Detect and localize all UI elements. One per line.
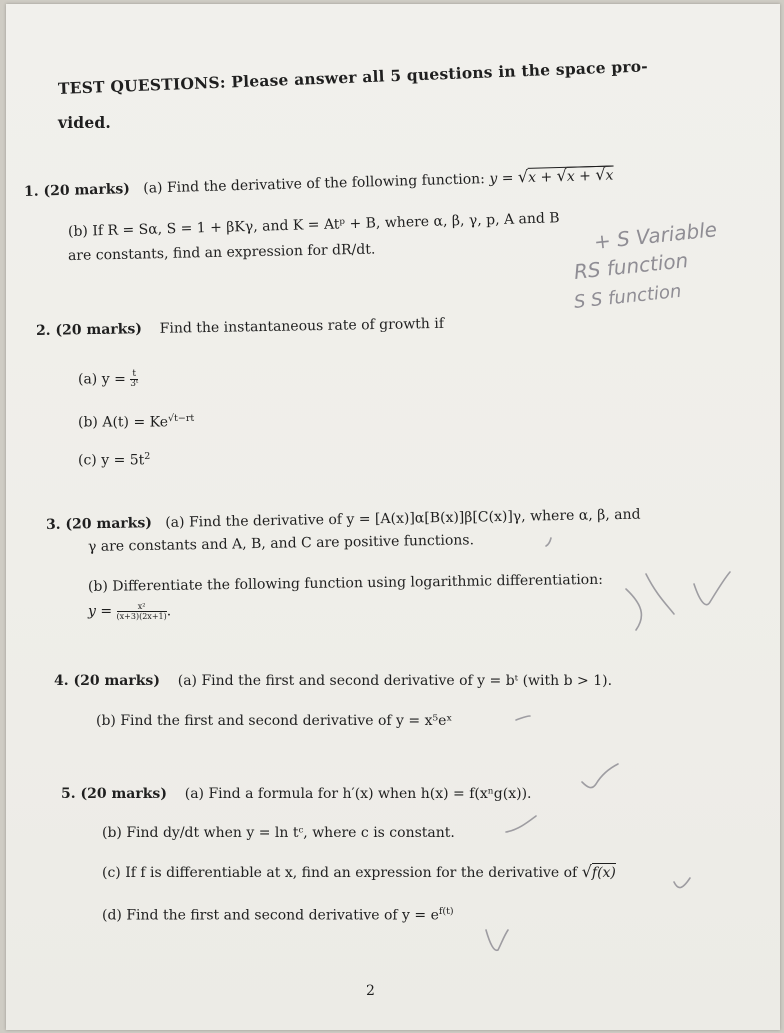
exam-page — [6, 4, 780, 1030]
handwritten-note-3: S S function — [572, 280, 683, 313]
q5c: (c) If f is differentiable at x, find an expression for the derivative of √f(x) — [102, 862, 616, 881]
q1a-lhs: y = — [489, 170, 514, 187]
q2a: (a) y = $\frac{t}{\text{3ᵗ}}$ — [78, 369, 139, 389]
handwritten-note-2: RS function — [572, 248, 690, 284]
header-line-2: vided. — [58, 113, 112, 132]
q5a-text: (a) Find a formula for h′(x) when h(x) = f(xⁿg(x)). — [184, 786, 532, 802]
q1b-line-1: (b) If R = Sα, S = 1 + βKγ, and K = Atᵖ + B, where α, β, γ, p, A and B — [67, 210, 560, 240]
q1a-text: (a) Find the derivative of the following function: — [143, 171, 486, 197]
q5b-text: (b) Find dy/dt when y = ln tᶜ, where c is constant. — [102, 825, 455, 841]
q4a-text: (a) Find the first and second derivative of y = bᵗ (with b > 1). — [177, 673, 613, 689]
q4-number: 4. (20 marks) — [54, 673, 160, 689]
question-1: 1. (20 marks) (a) Find the derivative of the following function: y = √x + √x + √x — [23, 164, 614, 200]
q4b-text: (b) Find the first and second derivative of y = x⁵eˣ — [96, 713, 453, 729]
q5d: (d) Find the first and second derivative of $y = e^{f(t)}$ — [102, 906, 454, 924]
q2-number: 2. (20 marks) — [35, 321, 143, 339]
q3b-line-1: (b) Differentiate the following function using logarithmic differentiation: — [87, 571, 604, 595]
q5-number: 5. (20 marks) — [61, 786, 167, 802]
q2-text: Find the instantaneous rate of growth if — [159, 315, 445, 337]
q2c: (c) $y = 5t^2$ — [78, 451, 151, 469]
q1-number: 1. (20 marks) — [23, 181, 131, 200]
q3b-formula: y = $\frac{\text{x²}}{(x+3)(2x+1)}$ . — [88, 602, 172, 621]
q3-number: 3. (20 marks) — [45, 515, 153, 533]
handwritten-checkmarks — [6, 4, 780, 1030]
q1b-line-2: are constants, find an expression for dR/dt. — [67, 241, 376, 264]
header-line-1: TEST QUESTIONS: Please answer all 5 questions in the space pro- — [57, 56, 649, 98]
q3a-line-1: (a) Find the derivative of y = [A(x)]α[B(x)]β[C(x)]γ, where α, β, and — [165, 506, 641, 531]
page-number: 2 — [366, 983, 375, 999]
handwritten-note-1: + S Variable — [592, 217, 719, 254]
q3a-line-2: γ are constants and A, B, and C are positive functions. — [87, 532, 475, 555]
q2b: (b) $A(t) = Ke^{√t-rt}$ — [78, 413, 195, 431]
